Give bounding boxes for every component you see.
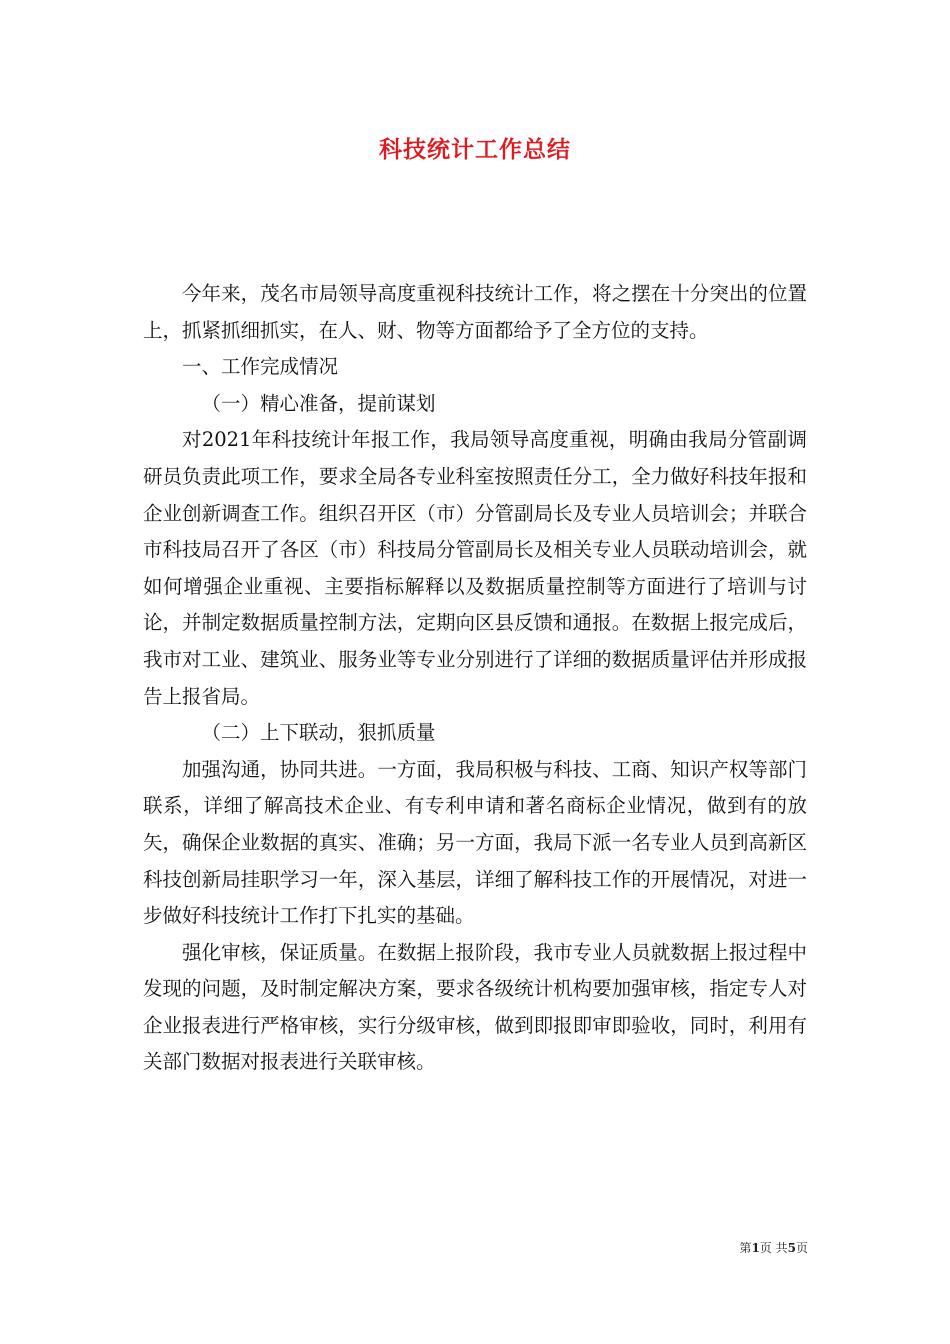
paragraph-intro: 今年来，茂名市局领导高度重视科技统计工作，将之摆在十分突出的位置上，抓紧抓细抓实，在人、财、物等方面都给予了全方位的支持。: [143, 282, 807, 342]
document-title: 科技统计工作总结: [379, 136, 571, 163]
paragraph-review: 强化审核，保证质量。在数据上报阶段，我市专业人员就数据上报过程中发现的问题，及时制定解决方案，要求各级统计机构要加强审核，指定专人对企业报表进行严格审核，实行分级审核，做到即报即审即验收，同时，利用有关部门数据对报表进行关联审核。: [143, 940, 807, 1074]
footer-middle: 页 共: [759, 1241, 788, 1255]
page-number-footer: [708, 1240, 808, 1256]
footer-total-pages: 5: [787, 1241, 796, 1255]
subsection-heading-2: （二）上下联动，狠抓质量: [201, 721, 436, 745]
section-heading-1: 一、工作完成情况: [182, 355, 339, 379]
document-body: [143, 276, 807, 1081]
paragraph-preparation: 对2021年科技统计年报工作，我局领导高度重视，明确由我局分管副调研员负责此项工作，要求全局各专业科室按照责任分工，全力做好科技年报和企业创新调查工作。组织召开区（市）分管副局长及专业人员培训会；并联合市科技局召开了各区（市）科技局分管副局长及相关专业人员联动培训会，就如何增强企业重视、主要指标解释以及数据质量控制等方面进行了培训与讨论，并制定数据质量控制方法，定期向区县反馈和通报。在数据上报完成后，我市对工业、建筑业、服务业等专业分别进行了详细的数据质量评估并形成报告上报省局。: [143, 428, 807, 708]
footer-current-page: 1: [751, 1241, 760, 1255]
footer-prefix: 第: [739, 1241, 752, 1255]
subsection-heading-1: （一）精心准备，提前谋划: [201, 391, 436, 415]
footer-suffix: 页: [795, 1241, 808, 1255]
paragraph-communication: 加强沟通，协同共进。一方面，我局积极与科技、工商、知识产权等部门联系，详细了解高技术企业、有专利申请和著名商标企业情况，做到有的放矢，确保企业数据的真实、准确；另一方面，我局下派一名专业人员到高新区科技创新局挂职学习一年，深入基层，详细了解科技工作的开展情况，对进一步做好科技统计工作打下扎实的基础。: [143, 757, 807, 928]
